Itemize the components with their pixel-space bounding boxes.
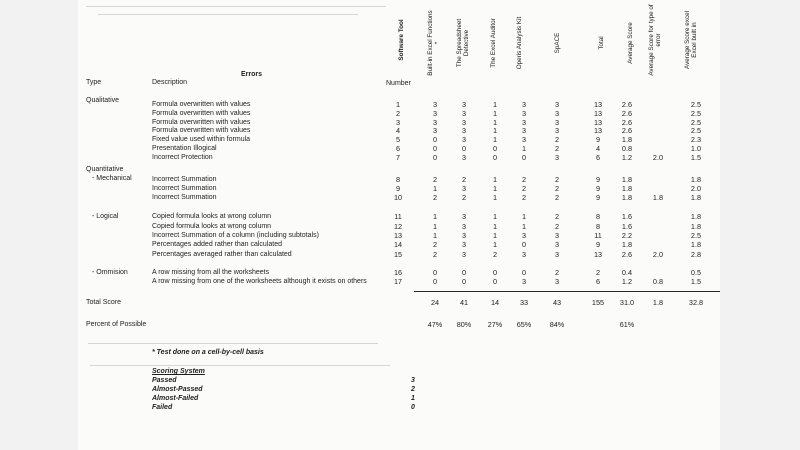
cell-space: 3	[554, 231, 560, 240]
cell-builtin: 0	[432, 135, 438, 144]
row-description: Incorrect Summation	[152, 176, 217, 183]
cell-detective: 3	[461, 109, 467, 118]
cell-auditor: 1	[492, 240, 498, 249]
cell-average-type: 2.0	[652, 153, 664, 162]
row-number: 2	[395, 109, 401, 118]
cell-space: 3	[554, 250, 560, 259]
cell-operis: 2	[521, 175, 527, 184]
cell-builtin: 3	[432, 109, 438, 118]
type-label: Type	[86, 79, 102, 86]
cell-operis: 3	[521, 135, 527, 144]
cell-operis: 1	[521, 212, 527, 221]
cell-builtin: 1	[432, 184, 438, 193]
errors-title: Errors	[241, 71, 263, 78]
cell-average-ex-excel: 1.8	[690, 212, 702, 221]
percent-auditor: 27%	[487, 320, 503, 329]
cell-space: 3	[554, 126, 560, 135]
scanned-document-page	[78, 0, 720, 450]
total-builtin: 24	[430, 298, 440, 307]
total-space: 43	[552, 298, 562, 307]
col-header-spreadsheet-detective: The Spreadsheet Detective	[456, 18, 470, 68]
cell-average-type: 0.8	[652, 277, 664, 286]
cell-average-ex-excel: 1.0	[690, 144, 702, 153]
cell-auditor: 0	[492, 268, 498, 277]
cell-builtin: 0	[432, 153, 438, 162]
row-description: Incorrect Summation of a column (including subtotals)	[152, 232, 319, 239]
row-description: Formula overwritten with values	[152, 110, 251, 117]
cell-operis: 3	[521, 250, 527, 259]
percent-detective: 80%	[456, 320, 472, 329]
cell-detective: 3	[461, 100, 467, 109]
cell-detective: 2	[461, 193, 467, 202]
cell-average-ex-excel: 2.5	[690, 109, 702, 118]
row-number: 7	[395, 153, 401, 162]
cell-average-score: 1.8	[621, 240, 633, 249]
cell-average-ex-excel: 2.5	[690, 118, 702, 127]
description-label: Description	[152, 79, 188, 86]
cell-average-score: 2.6	[621, 126, 633, 135]
cell-detective: 3	[461, 118, 467, 127]
scan-artifact	[88, 343, 378, 344]
cell-auditor: 1	[492, 175, 498, 184]
row-description: Percentages averaged rather than calculated	[152, 251, 292, 258]
cell-detective: 3	[461, 222, 467, 231]
cell-total: 9	[595, 135, 601, 144]
scoring-label-failed: Failed	[152, 404, 173, 411]
cell-space: 3	[554, 277, 560, 286]
cell-space: 2	[554, 144, 560, 153]
row-number: 9	[395, 184, 401, 193]
cell-builtin: 1	[432, 222, 438, 231]
cell-average-ex-excel: 1.8	[690, 175, 702, 184]
cell-total: 8	[595, 212, 601, 221]
cell-auditor: 1	[492, 184, 498, 193]
cell-average-ex-excel: 2.3	[690, 135, 702, 144]
row-description: A row missing from all the worksheets	[152, 269, 270, 276]
row-description: Formula overwritten with values	[152, 127, 251, 134]
row-description: Percentages added rather than calculated	[152, 241, 282, 248]
cell-average-score: 1.8	[621, 184, 633, 193]
row-number: 12	[393, 222, 403, 231]
cell-total: 6	[595, 277, 601, 286]
row-number: 15	[393, 250, 403, 259]
cell-builtin: 3	[432, 118, 438, 127]
cell-operis: 3	[521, 126, 527, 135]
row-description: Incorrect Summation	[152, 194, 217, 201]
cell-total: 13	[593, 250, 603, 259]
cell-auditor: 0	[492, 144, 498, 153]
cell-operis: 2	[521, 184, 527, 193]
total-auditor: 14	[490, 298, 500, 307]
cell-space: 3	[554, 118, 560, 127]
cell-total: 9	[595, 240, 601, 249]
row-number: 8	[395, 175, 401, 184]
cell-builtin: 2	[432, 250, 438, 259]
cell-detective: 2	[461, 175, 467, 184]
cell-average-ex-excel: 2.0	[690, 184, 702, 193]
row-number: 6	[395, 144, 401, 153]
cell-average-ex-excel: 1.5	[690, 277, 702, 286]
row-description: Incorrect Protection	[152, 154, 213, 161]
total-avg-ex: 32.8	[688, 298, 704, 307]
cell-operis: 3	[521, 277, 527, 286]
col-header-average-type: Average Score for type of error	[648, 4, 662, 76]
scoring-label-almost-passed: Almost-Passed	[152, 386, 203, 393]
cell-auditor: 1	[492, 222, 498, 231]
row-number: 13	[393, 231, 403, 240]
row-description: Formula overwritten with values	[152, 101, 251, 108]
cell-detective: 3	[461, 135, 467, 144]
cell-total: 13	[593, 109, 603, 118]
row-number: 11	[394, 212, 402, 221]
cell-auditor: 0	[492, 153, 498, 162]
cell-space: 3	[554, 100, 560, 109]
cell-operis: 3	[521, 118, 527, 127]
cell-average-score: 2.6	[621, 250, 633, 259]
row-number: 5	[395, 135, 401, 144]
cell-builtin: 1	[432, 231, 438, 240]
cell-auditor: 1	[492, 135, 498, 144]
totals-rule	[414, 291, 720, 292]
scan-artifact	[98, 14, 358, 15]
percent-space: 84%	[549, 320, 565, 329]
scan-artifact	[86, 6, 386, 7]
cell-detective: 3	[461, 240, 467, 249]
cell-auditor: 1	[492, 109, 498, 118]
group-mechanical: - Mechanical	[92, 175, 132, 182]
col-header-operis: Operis Analysis Kit	[516, 16, 523, 70]
cell-total: 13	[593, 118, 603, 127]
row-description: Formula overwritten with values	[152, 119, 251, 126]
cell-space: 2	[554, 212, 560, 221]
cell-space: 3	[554, 109, 560, 118]
col-header-average-score: Average Score	[627, 22, 634, 64]
cell-average-ex-excel: 2.5	[690, 126, 702, 135]
row-number: 3	[395, 118, 401, 127]
row-description: A row missing from one of the worksheets although it exists on others	[152, 278, 367, 285]
cell-average-type: 2.0	[652, 250, 664, 259]
percent-builtin: 47%	[427, 320, 443, 329]
col-header-builtin-excel: Built-in Excel Functions *	[427, 10, 441, 76]
cell-space: 2	[554, 193, 560, 202]
cell-average-ex-excel: 1.8	[690, 193, 702, 202]
total-detective: 41	[459, 298, 469, 307]
scoring-value-failed: 0	[411, 404, 415, 411]
row-number: 17	[393, 277, 403, 286]
cell-operis: 1	[521, 222, 527, 231]
cell-average-score: 2.6	[621, 118, 633, 127]
col-header-average-ex-excel: Average Score excel Excel built in	[684, 11, 698, 69]
group-qualitative: Qualitative	[86, 97, 120, 104]
cell-total: 13	[593, 126, 603, 135]
percent-avg: 61%	[619, 320, 635, 329]
cell-detective: 3	[461, 250, 467, 259]
row-number: 16	[393, 268, 403, 277]
cell-average-ex-excel: 2.5	[690, 100, 702, 109]
row-number: 1	[395, 100, 401, 109]
cell-average-score: 1.6	[621, 212, 633, 221]
cell-average-ex-excel: 0.5	[690, 268, 702, 277]
cell-detective: 0	[461, 268, 467, 277]
cell-total: 8	[595, 222, 601, 231]
cell-average-score: 1.8	[621, 135, 633, 144]
cell-space: 3	[554, 240, 560, 249]
cell-auditor: 1	[492, 118, 498, 127]
scoring-value-almost-failed: 1	[411, 395, 415, 402]
cell-total: 9	[595, 184, 601, 193]
row-description: Presentation Illogical	[152, 145, 217, 152]
cell-total: 13	[593, 100, 603, 109]
scoring-label-passed: Passed	[152, 377, 177, 384]
group-ommision: - Ommision	[92, 269, 128, 276]
cell-detective: 3	[461, 231, 467, 240]
cell-operis: 0	[521, 268, 527, 277]
cell-average-score: 2.2	[621, 231, 633, 240]
cell-total: 9	[595, 175, 601, 184]
cell-auditor: 0	[492, 277, 498, 286]
cell-total: 6	[595, 153, 601, 162]
col-header-total: Total	[598, 36, 605, 50]
row-description: Fixed value used within formula	[152, 136, 251, 143]
row-description: Copied formula looks at wrong column	[152, 213, 272, 220]
col-header-space: SpACE	[554, 32, 561, 54]
cell-average-score: 0.4	[621, 268, 633, 277]
cell-builtin: 0	[432, 277, 438, 286]
cell-operis: 3	[521, 100, 527, 109]
cell-auditor: 1	[492, 212, 498, 221]
cell-detective: 3	[461, 184, 467, 193]
row-description: Incorrect Summation	[152, 185, 217, 192]
scoring-value-passed: 3	[411, 377, 415, 384]
cell-builtin: 0	[432, 144, 438, 153]
cell-operis: 1	[521, 144, 527, 153]
cell-space: 2	[554, 184, 560, 193]
percent-operis: 65%	[516, 320, 532, 329]
cell-operis: 0	[521, 240, 527, 249]
cell-detective: 3	[461, 212, 467, 221]
cell-average-score: 1.8	[621, 193, 633, 202]
cell-builtin: 3	[432, 100, 438, 109]
cell-average-type: 1.8	[652, 193, 664, 202]
cell-builtin: 2	[432, 193, 438, 202]
cell-builtin: 2	[432, 175, 438, 184]
cell-space: 2	[554, 175, 560, 184]
cell-average-score: 1.6	[621, 222, 633, 231]
scoring-value-almost-passed: 2	[411, 386, 415, 393]
cell-builtin: 3	[432, 126, 438, 135]
cell-space: 2	[554, 135, 560, 144]
cell-average-ex-excel: 2.5	[690, 231, 702, 240]
row-number: 4	[395, 126, 401, 135]
cell-average-ex-excel: 1.8	[690, 222, 702, 231]
cell-total: 2	[595, 268, 601, 277]
cell-builtin: 1	[432, 212, 438, 221]
col-header-software-tool: Software Tool	[398, 19, 405, 61]
cell-detective: 0	[461, 144, 467, 153]
cell-average-score: 1.2	[621, 153, 633, 162]
cell-auditor: 1	[492, 193, 498, 202]
cell-auditor: 1	[492, 231, 498, 240]
cell-detective: 3	[461, 153, 467, 162]
total-score-label: Total Score	[86, 299, 122, 306]
cell-total: 11	[594, 231, 602, 240]
group-logical: - Logical	[92, 213, 119, 220]
cell-auditor: 1	[492, 100, 498, 109]
cell-detective: 0	[461, 277, 467, 286]
percent-label: Percent of Possible	[86, 321, 147, 328]
cell-operis: 3	[521, 231, 527, 240]
col-header-excel-auditor: The Excel Auditor	[490, 18, 497, 68]
scoring-title: Scoring System	[152, 368, 205, 375]
cell-average-ex-excel: 2.8	[690, 250, 702, 259]
cell-operis: 2	[521, 193, 527, 202]
cell-average-score: 0.8	[621, 144, 633, 153]
cell-space: 3	[554, 153, 560, 162]
cell-average-score: 1.8	[621, 175, 633, 184]
scoring-label-almost-failed: Almost-Failed	[152, 395, 199, 402]
cell-space: 2	[554, 268, 560, 277]
cell-builtin: 0	[432, 268, 438, 277]
cell-detective: 3	[461, 126, 467, 135]
cell-operis: 0	[521, 153, 527, 162]
total-avg: 31.0	[619, 298, 635, 307]
total-avg-type: 1.8	[652, 298, 664, 307]
row-description: Copied formula looks at wrong column	[152, 223, 272, 230]
cell-average-score: 2.6	[621, 100, 633, 109]
cell-average-ex-excel: 1.8	[690, 240, 702, 249]
cell-space: 2	[554, 222, 560, 231]
cell-auditor: 2	[492, 250, 498, 259]
cell-auditor: 1	[492, 126, 498, 135]
cell-average-ex-excel: 1.5	[690, 153, 702, 162]
row-number: 10	[393, 193, 403, 202]
footnote: * Test done on a cell-by-cell basis	[152, 349, 264, 356]
cell-operis: 3	[521, 109, 527, 118]
cell-average-score: 2.6	[621, 109, 633, 118]
total-total: 155	[591, 298, 605, 307]
number-label: Number	[386, 80, 411, 87]
group-quantitative: Quantitative	[86, 166, 124, 173]
scan-artifact	[90, 365, 390, 366]
cell-total: 4	[595, 144, 601, 153]
cell-total: 9	[595, 193, 601, 202]
row-number: 14	[393, 240, 403, 249]
cell-builtin: 2	[432, 240, 438, 249]
cell-average-score: 1.2	[621, 277, 633, 286]
total-operis: 33	[519, 298, 529, 307]
